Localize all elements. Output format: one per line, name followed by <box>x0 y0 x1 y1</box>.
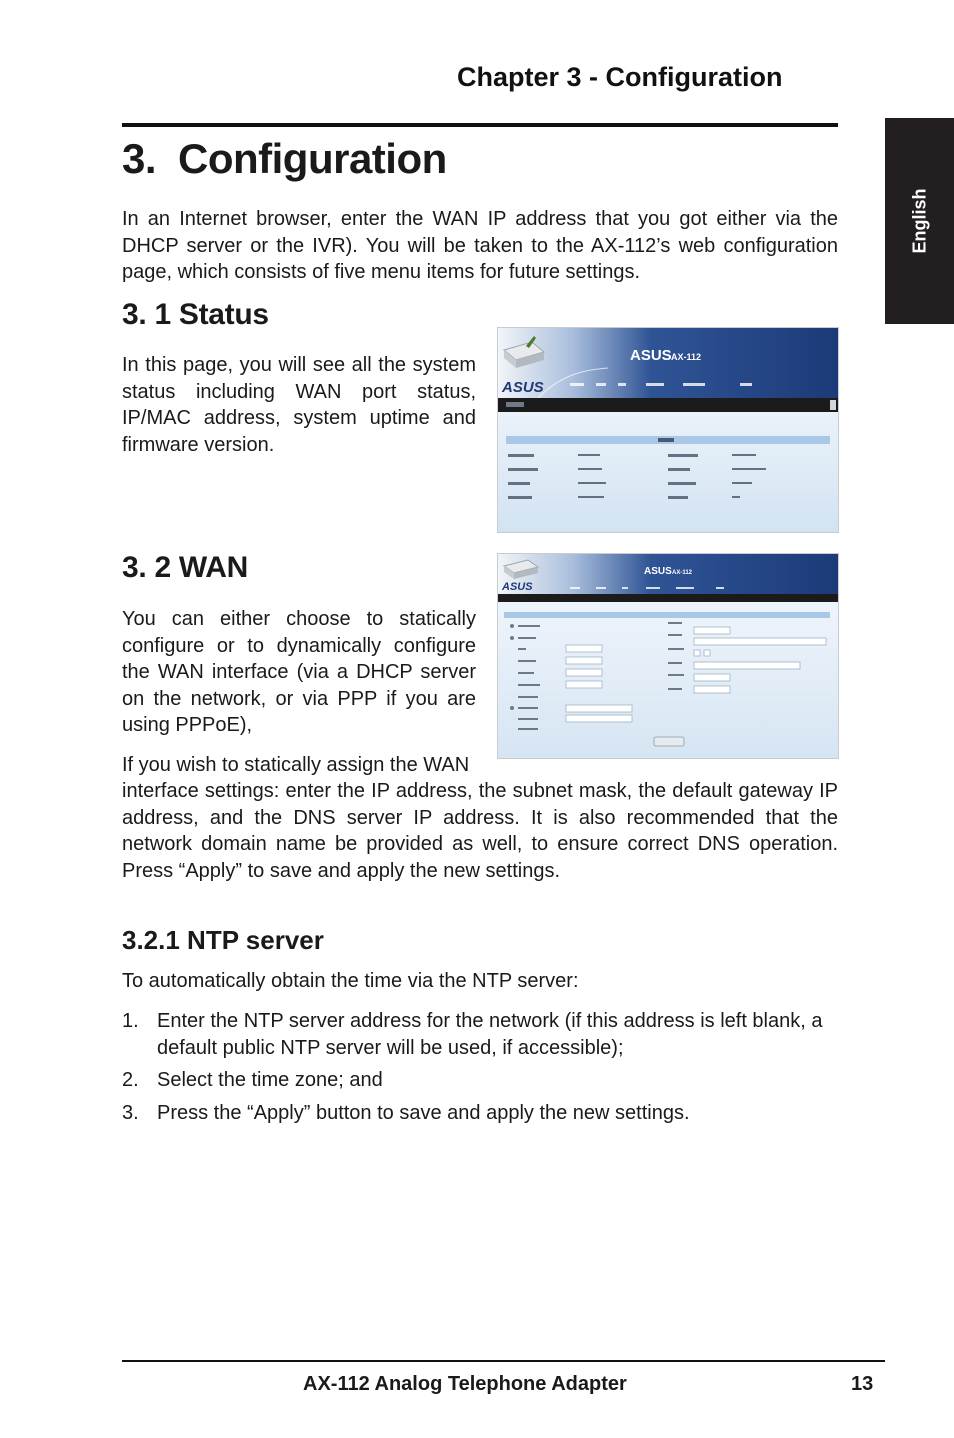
asus-logo: ASUS <box>502 379 544 396</box>
status-heading: 3. 1 Status <box>122 298 269 331</box>
footer-title: AX-112 Analog Telephone Adapter <box>303 1373 627 1395</box>
list-item: 2. Select the time zone; and <box>122 1069 383 1091</box>
list-item: 3. Press the “Apply” button to save and apply the new settings. <box>122 1101 690 1124</box>
model-text: AX-112 <box>671 352 702 362</box>
status-paragraph: In this page, you will see all the system status including WAN port status, IP/MAC address, system uptime and firmware version. <box>122 354 476 456</box>
ntp-intro: To automatically obtain the time via the NTP server: <box>122 970 579 992</box>
intro-paragraph: In an Internet browser, enter the WAN IP address that you got either via the DHCP server or the IVR). You will be taken to the AX-112’s web configuration page, which consists of five menu items for future settings. <box>122 208 838 283</box>
top-rule <box>122 123 838 127</box>
asus-brand-text: ASUS <box>630 347 672 364</box>
ntp-heading: 3.2.1 NTP server <box>122 925 324 955</box>
page-number: 13 <box>851 1373 874 1395</box>
wan-static-paragraph-line1: If you wish to statically assign the WAN <box>122 754 470 776</box>
language-label: English <box>909 188 929 254</box>
wan-heading: 3. 2 WAN <box>122 551 248 584</box>
chapter-header: Chapter 3 - Configuration <box>457 62 783 92</box>
status-page-screenshot <box>497 327 839 533</box>
footer-rule <box>122 1360 885 1362</box>
wan-paragraph: You can either choose to statically configure or to dynamically configure the WAN interface (via a DHCP server on the network, or via PPP if you are using PPPoE), <box>122 608 476 736</box>
language-side-tab <box>885 118 954 324</box>
wan-static-paragraph: interface settings: enter the IP address, the subnet mask, the default gateway IP address, and the DNS server IP address. It is also recommended that the network domain name be provided as well, to ensure correct DNS operation. Press “Apply” to save and apply the new settings. <box>122 780 838 882</box>
list-item: 1. Enter the NTP server address for the network (if this address is left blank, a default public NTP server will be used, if accessible); <box>122 1010 823 1059</box>
page-title-number: 3. <box>122 135 157 182</box>
model-text: AX-112 <box>672 570 693 576</box>
asus-brand-text: ASUS <box>644 566 672 577</box>
page-title <box>122 135 447 183</box>
ntp-steps-list <box>122 1008 838 1132</box>
asus-logo: ASUS <box>502 581 533 593</box>
page-title-text: Configuration <box>178 135 447 182</box>
wan-page-screenshot <box>497 553 839 759</box>
